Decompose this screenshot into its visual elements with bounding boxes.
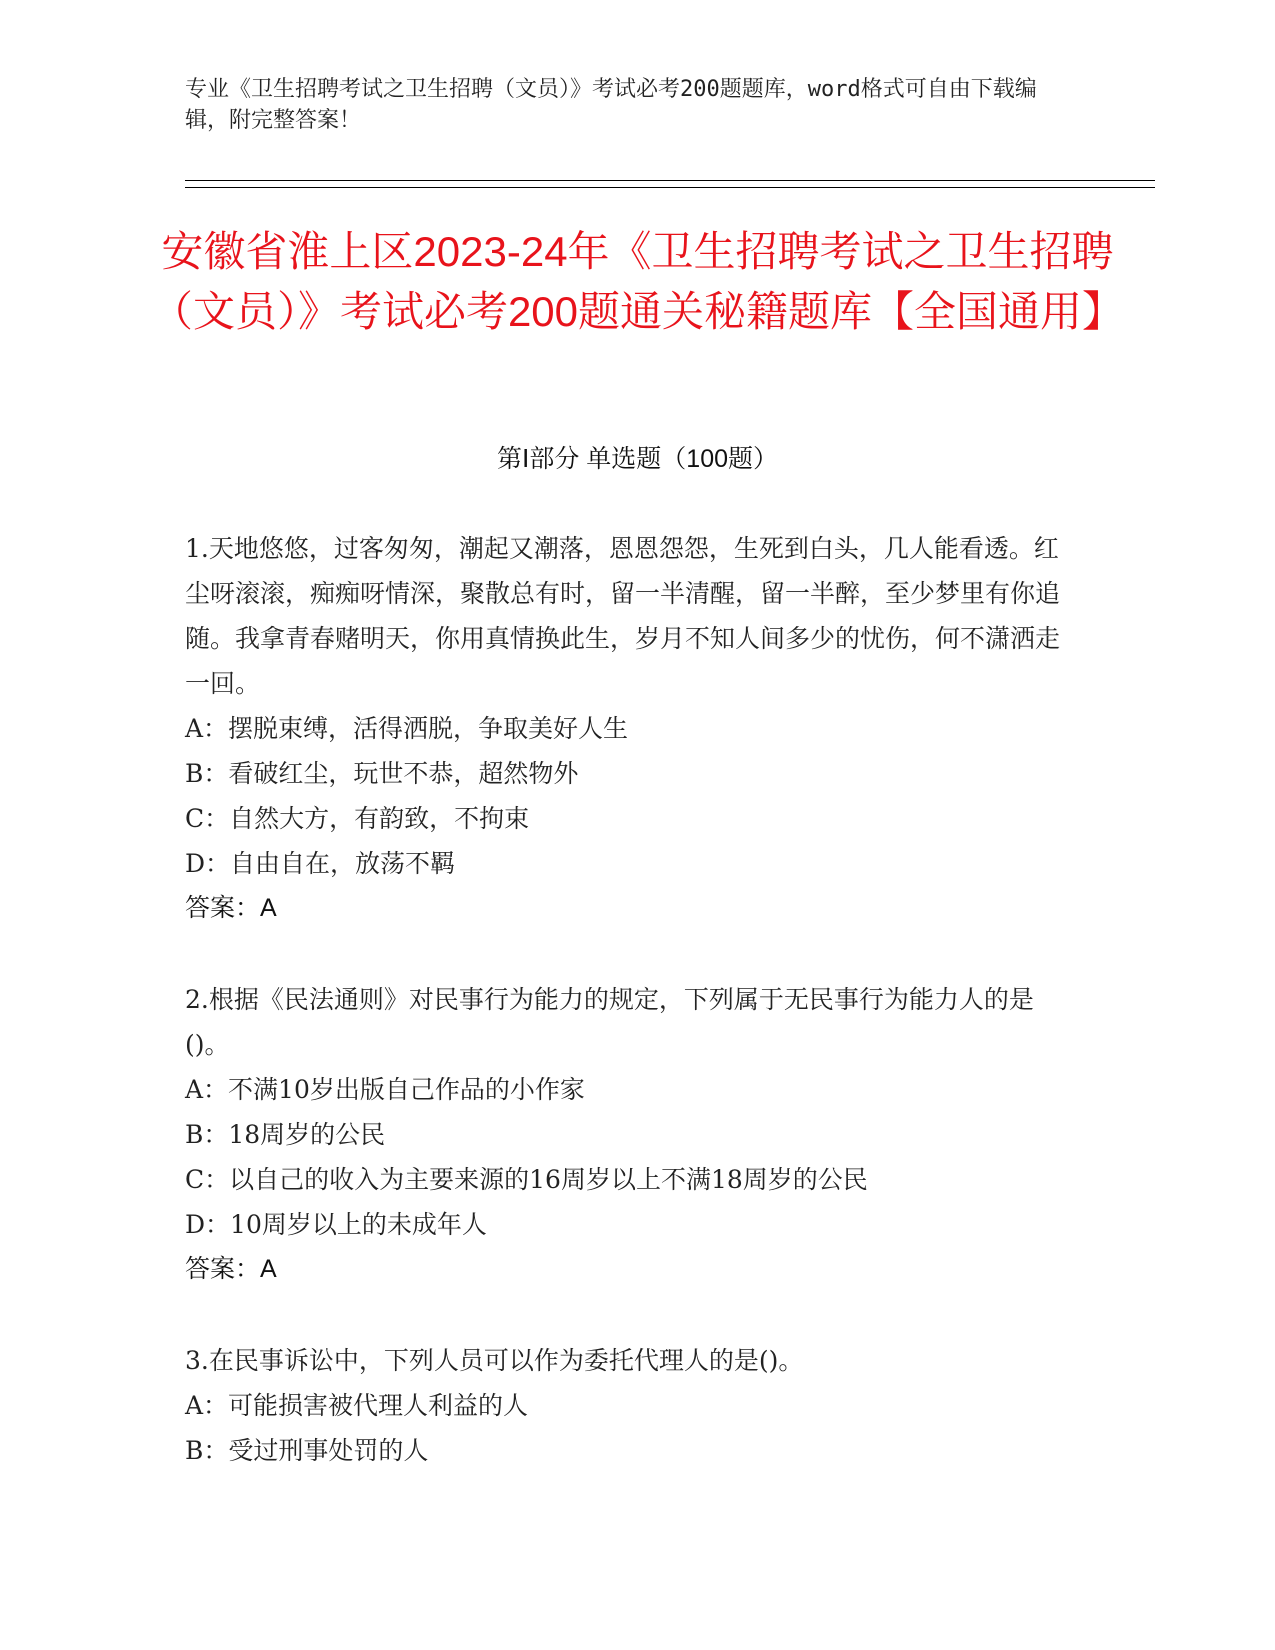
header-rule-top (185, 180, 1155, 181)
option-d: D：自由自在，放荡不羁 (185, 849, 456, 878)
option-a: A：不满10岁出版自己作品的小作家 (185, 1075, 585, 1104)
answer-line (185, 1247, 1065, 1292)
option-d: D：10周岁以上的未成年人 (185, 1210, 487, 1239)
question-1 (185, 526, 1065, 931)
option-b: B：受过刑事处罚的人 (185, 1436, 429, 1465)
option-c: C：以自己的收入为主要来源的16周岁以上不满18周岁的公民 (185, 1165, 868, 1194)
answer-label: 答案： (185, 894, 261, 922)
question-stem: 1.天地悠悠，过客匆匆，潮起又潮落，恩恩怨怨，生死到白头，几人能看透。红尘呀滚滚，痴痴呀情深，聚散总有时，留一半清醒，留一半醉，至少梦里有你追随。我拿青春赌明天，你用真情换此生，岁月不知人间多少的忧伤，何不潇洒走一回。 (185, 534, 1061, 698)
option-b: B：看破红尘，玩世不恭，超然物外 (185, 759, 579, 788)
question-spacer (185, 1292, 1065, 1338)
question-stem: 3.在民事诉讼中，下列人员可以作为委托代理人的是()。 (185, 1346, 804, 1375)
answer-label: 答案： (185, 1255, 261, 1283)
answer-value: A (260, 894, 277, 922)
answer-line (185, 886, 1065, 931)
header-rule-bottom (185, 187, 1155, 188)
document-title: 安徽省淮上区2023-24年《卫生招聘考试之卫生招聘（文员）》考试必考200题通关秘籍题库【全国通用】 (150, 228, 1125, 335)
section-heading: 第Ⅰ部分 单选题（100题） (496, 445, 779, 473)
question-3 (185, 1338, 1065, 1473)
option-b: B：18周岁的公民 (185, 1120, 386, 1149)
question-2 (185, 977, 1065, 1292)
option-a: A：摆脱束缚，活得洒脱，争取美好人生 (185, 714, 629, 743)
question-list (185, 526, 1065, 1473)
answer-value: A (260, 1255, 277, 1283)
option-c: C：自然大方，有韵致，不拘束 (185, 804, 530, 833)
option-a: A：可能损害被代理人利益的人 (185, 1391, 529, 1420)
header-note: 专业《卫生招聘考试之卫生招聘（文员）》考试必考200题题库，word格式可自由下载编辑，附完整答案！ (185, 77, 1037, 133)
question-stem: 2.根据《民法通则》对民事行为能力的规定，下列属于无民事行为能力人的是()。 (185, 985, 1034, 1059)
question-spacer (185, 931, 1065, 977)
